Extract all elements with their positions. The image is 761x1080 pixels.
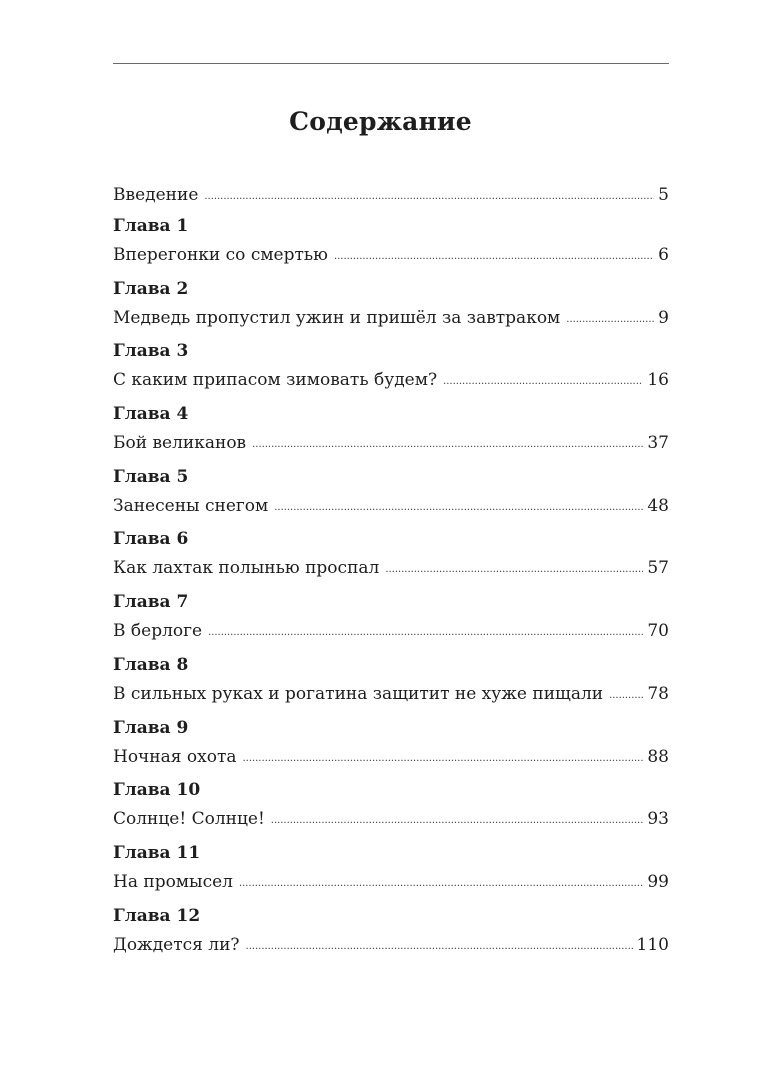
- entry-title: Как лахтак полынью проспал: [113, 558, 380, 579]
- entry-title: Солнце! Солнце!: [113, 809, 265, 830]
- entry-title: На промысел: [113, 871, 233, 892]
- page-number: 99: [647, 871, 669, 892]
- chapter-heading: Глава 2: [113, 278, 189, 299]
- dot-leader: [274, 490, 643, 523]
- page-number: 37: [647, 433, 669, 454]
- entry-title: Вперегонки со смертью: [113, 245, 328, 265]
- entry-title: Занесены снегом: [113, 495, 269, 516]
- page-title: Содержание: [289, 107, 472, 136]
- toc-entry-chapter-8: [113, 653, 669, 716]
- chapter-heading: Глава 12: [113, 905, 201, 926]
- toc-line: [113, 553, 669, 584]
- page-number: 9: [658, 307, 669, 328]
- dot-leader: [246, 929, 633, 962]
- chapter-heading: Глава 4: [113, 404, 189, 425]
- entry-title: Введение: [113, 185, 199, 205]
- dot-leader: [208, 615, 643, 648]
- toc-line: [113, 303, 669, 334]
- toc-entry-chapter-7: [113, 590, 669, 653]
- entry-title: В сильных руках и рогатина защитит не хуже пищали: [113, 683, 604, 704]
- entry-title: С каким припасом зимовать будем?: [113, 370, 438, 391]
- dot-leader: [609, 678, 643, 711]
- entry-title: В берлоге: [113, 621, 203, 642]
- table-of-contents: [113, 176, 669, 966]
- entry-title: Ночная охота: [113, 746, 237, 767]
- toc-line: [113, 804, 669, 835]
- toc-line: [113, 428, 669, 459]
- toc-line: [113, 742, 669, 773]
- toc-entry-chapter-2: [113, 277, 669, 340]
- dot-leader: [566, 302, 654, 335]
- dot-leader: [385, 552, 643, 585]
- page-number: 16: [647, 370, 669, 391]
- chapter-heading: Глава 3: [113, 341, 189, 362]
- top-rule: [113, 63, 669, 64]
- page-number: 70: [647, 621, 669, 642]
- toc-entry-chapter-9: [113, 716, 669, 779]
- entry-title: Медведь пропустил ужин и пришёл за завтраком: [113, 307, 561, 328]
- chapter-heading: Глава 5: [113, 466, 189, 487]
- dot-leader: [243, 741, 644, 774]
- page-number: 6: [658, 245, 669, 265]
- toc-line: [113, 867, 669, 898]
- entry-title: Дождется ли?: [113, 934, 240, 955]
- toc-entry-chapter-1: [113, 214, 669, 277]
- page-number: 48: [647, 495, 669, 516]
- page-number: 78: [647, 683, 669, 704]
- chapter-heading: Глава 1: [113, 216, 189, 236]
- toc-entry-chapter-5: [113, 465, 669, 528]
- toc-entry-chapter-10: [113, 778, 669, 841]
- dot-leader: [334, 239, 654, 272]
- toc-line: [113, 240, 669, 271]
- dot-leader: [239, 866, 643, 899]
- entry-title: Бой великанов: [113, 433, 247, 454]
- toc-line: [113, 930, 669, 961]
- toc-line: [113, 176, 669, 214]
- dot-leader: [252, 427, 643, 460]
- chapter-heading: Глава 8: [113, 654, 189, 675]
- page-number: 5: [658, 185, 669, 205]
- toc-line: [113, 491, 669, 522]
- toc-entry-chapter-4: [113, 402, 669, 465]
- chapter-heading: Глава 11: [113, 842, 201, 863]
- dot-leader: [204, 175, 654, 216]
- chapter-heading: Глава 7: [113, 592, 189, 613]
- page-number: 110: [636, 934, 669, 955]
- page-number: 93: [647, 809, 669, 830]
- toc-entry-chapter-6: [113, 527, 669, 590]
- chapter-heading: Глава 9: [113, 717, 189, 738]
- toc-line: [113, 679, 669, 710]
- toc-entry-chapter-12: [113, 904, 669, 967]
- chapter-heading: Глава 10: [113, 780, 201, 801]
- toc-entry-chapter-3: [113, 339, 669, 402]
- dot-leader: [443, 364, 643, 397]
- page-number: 57: [647, 558, 669, 579]
- chapter-heading: Глава 6: [113, 529, 189, 550]
- toc-line: [113, 365, 669, 396]
- toc-entry-intro: [113, 176, 669, 214]
- page-number: 88: [647, 746, 669, 767]
- dot-leader: [271, 803, 644, 836]
- toc-entry-chapter-11: [113, 841, 669, 904]
- toc-line: [113, 616, 669, 647]
